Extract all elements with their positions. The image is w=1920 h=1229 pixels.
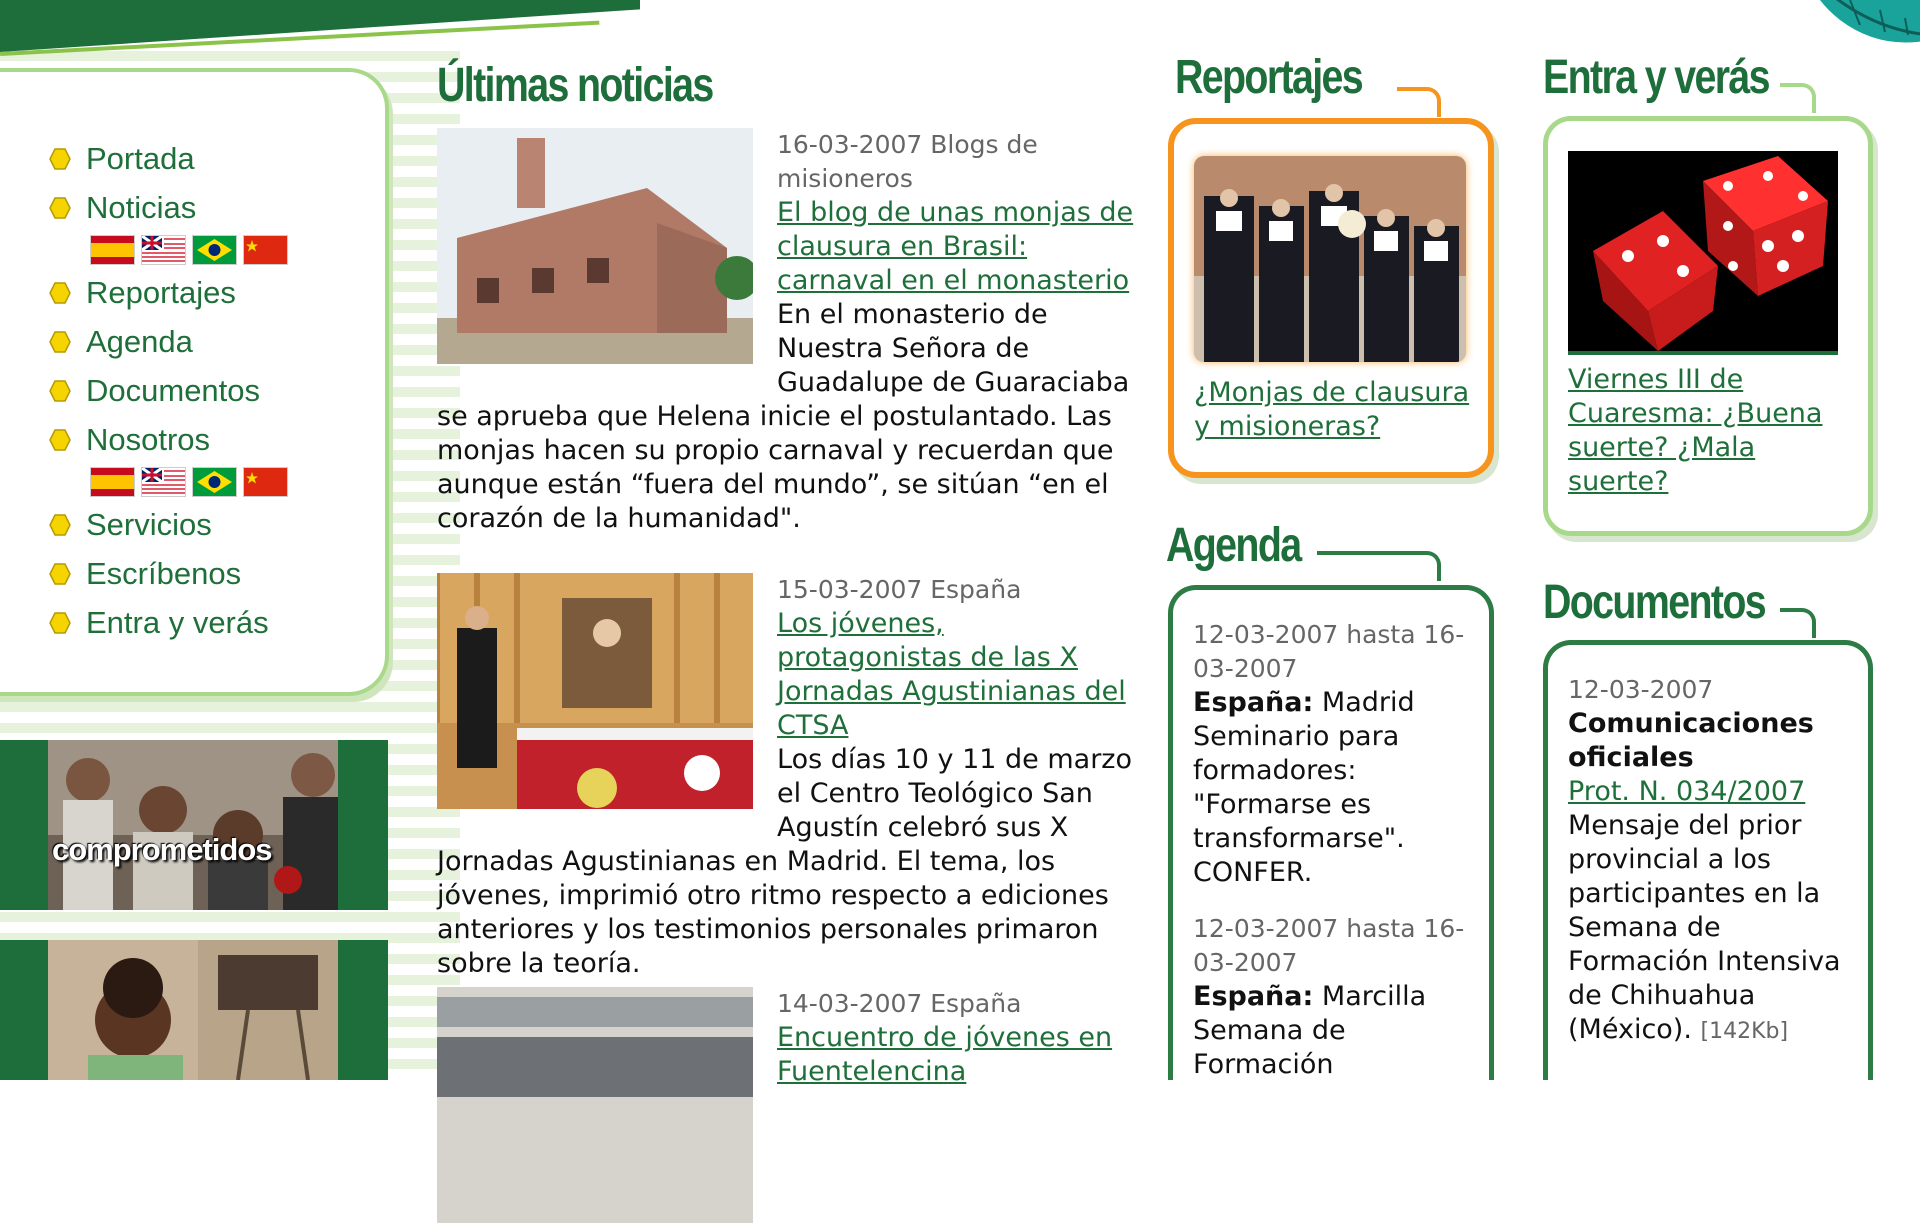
brazil-flag-icon[interactable] xyxy=(192,467,237,497)
menu-item-label[interactable]: Escríbenos xyxy=(86,555,242,591)
menu-item[interactable] xyxy=(48,134,288,183)
reportajes-link[interactable]: ¿Monjas de clausura y misioneras? xyxy=(1194,377,1470,442)
hexagon-bullet-icon xyxy=(48,281,72,305)
agenda-place: España: xyxy=(1193,687,1314,718)
hexagon-bullet-icon xyxy=(48,147,72,171)
agenda-list xyxy=(1193,618,1483,1082)
reportajes-hook xyxy=(1397,87,1441,117)
banner-comprometidos[interactable] xyxy=(0,740,388,910)
news-title-link[interactable]: Los jóvenes, protagonistas de las X Jornadas Agustinianas del CTSA xyxy=(777,608,1126,741)
language-flags xyxy=(48,232,288,268)
brazil-flag-icon[interactable] xyxy=(192,235,237,265)
menu-item-label[interactable]: Entra y verás xyxy=(86,604,269,640)
news-body: Los días 10 y 11 de marzo el Centro Teológico San Agustín celebró sus X Jornadas Agustinianas en Madrid. El tema, los jóvenes, imprimió otro ritmo respecto a ediciones anteriores y los testimonios personales primaron sobre la teoría. xyxy=(437,744,1132,979)
news-item xyxy=(437,573,1137,981)
documentos-size: [142Kb] xyxy=(1700,1019,1789,1044)
menu-item-label[interactable]: Reportajes xyxy=(86,274,236,310)
agenda-date: 12-03-2007 hasta 16-03-2007 xyxy=(1193,914,1465,977)
hexagon-bullet-icon xyxy=(48,562,72,586)
entra-dice-photo[interactable] xyxy=(1568,151,1838,351)
entra-hook xyxy=(1780,83,1816,113)
china-flag-icon[interactable] xyxy=(243,235,288,265)
agenda-item xyxy=(1193,912,1483,1082)
agenda-item xyxy=(1193,618,1483,890)
documentos-date: 12-03-2007 xyxy=(1568,675,1714,704)
menu-item-label[interactable]: Portada xyxy=(86,140,195,176)
banner-caption: comprometidos xyxy=(52,832,272,867)
entra-box xyxy=(1543,116,1873,536)
hexagon-bullet-icon xyxy=(48,330,72,354)
spain-flag-icon[interactable] xyxy=(90,235,135,265)
news-item xyxy=(437,128,1137,536)
menu-item[interactable] xyxy=(48,500,288,549)
hexagon-bullet-icon xyxy=(48,196,72,220)
news-meta: 16-03-2007 Blogs de misioneros xyxy=(777,130,1038,193)
menu-item-label[interactable]: Documentos xyxy=(86,372,261,408)
documentos-box xyxy=(1543,640,1873,1080)
news-photo-group[interactable] xyxy=(437,987,753,1223)
leaf-decoration-icon xyxy=(1790,0,1920,70)
news-title-link[interactable]: Encuentro de jóvenes en Fuentelencina xyxy=(777,1022,1113,1087)
banner-child[interactable] xyxy=(0,940,388,1080)
banner-youth-photo xyxy=(48,740,338,910)
news-photo-monastery[interactable] xyxy=(437,128,753,364)
agenda-text: Marcilla Semana de Formación xyxy=(1193,981,1427,1080)
reportajes-heading: Reportajes xyxy=(1175,51,1363,104)
documentos-heading: Documentos xyxy=(1543,576,1765,629)
reportajes-box xyxy=(1168,118,1494,478)
documentos-hook xyxy=(1780,608,1816,638)
menu-item[interactable] xyxy=(48,268,288,317)
banner-child-photo xyxy=(48,940,338,1080)
hexagon-bullet-icon xyxy=(48,379,72,403)
menu-item-label[interactable]: Noticias xyxy=(86,189,197,225)
menu-item-label[interactable]: Agenda xyxy=(86,323,193,359)
hexagon-bullet-icon xyxy=(48,611,72,635)
menu-item[interactable] xyxy=(48,366,288,415)
menu-item[interactable] xyxy=(48,415,288,464)
uk-flag-icon[interactable] xyxy=(141,467,186,497)
menu-item[interactable] xyxy=(48,317,288,366)
hexagon-bullet-icon xyxy=(48,513,72,537)
agenda-date: 12-03-2007 hasta 16-03-2007 xyxy=(1193,620,1465,683)
documentos-category: Comunicaciones oficiales xyxy=(1568,708,1814,773)
entra-link[interactable]: Viernes III de Cuaresma: ¿Buena suerte? ¿Mala suerte? xyxy=(1568,364,1823,497)
sidebar-menu xyxy=(48,134,288,647)
uk-flag-icon[interactable] xyxy=(141,235,186,265)
news-body: En el monasterio de Nuestra Señora de Guadalupe de Guaraciaba se aprueba que Helena inicie el postulantado. Las monjas hacen su propio carnaval y recuerdan que aunque están “fuera del mundo”, se sitúan “en el corazón de la humanidad". xyxy=(437,299,1130,534)
news-heading: Últimas noticias xyxy=(437,59,713,112)
agenda-text: Madrid Seminario para formadores: "Formarse es transformarse". CONFER. xyxy=(1193,687,1415,888)
news-photo-conference[interactable] xyxy=(437,573,753,809)
china-flag-icon[interactable] xyxy=(243,467,288,497)
entra-heading: Entra y verás xyxy=(1543,51,1769,104)
news-item xyxy=(437,987,1137,1229)
reportajes-nuns-photo[interactable] xyxy=(1194,156,1466,362)
entra-divider xyxy=(1568,351,1838,355)
hexagon-bullet-icon xyxy=(48,428,72,452)
language-flags xyxy=(48,464,288,500)
news-title-link[interactable]: El blog de unas monjas de clausura en Brasil: carnaval en el monasterio xyxy=(777,197,1134,296)
menu-item[interactable] xyxy=(48,549,288,598)
menu-item-label[interactable]: Nosotros xyxy=(86,421,211,457)
news-meta: 14-03-2007 España xyxy=(777,989,1022,1018)
agenda-place: España: xyxy=(1193,981,1314,1012)
agenda-box xyxy=(1168,585,1494,1080)
documentos-list xyxy=(1568,673,1860,1049)
documentos-link[interactable]: Prot. N. 034/2007 xyxy=(1568,776,1806,807)
agenda-hook xyxy=(1317,551,1441,581)
spain-flag-icon[interactable] xyxy=(90,467,135,497)
documentos-text: Mensaje del prior provincial a los participantes en la Semana de Formación Intensiva de Chihuahua (México). xyxy=(1568,810,1841,1045)
menu-item[interactable] xyxy=(48,598,288,647)
menu-item[interactable] xyxy=(48,183,288,232)
agenda-heading: Agenda xyxy=(1166,519,1301,572)
news-meta: 15-03-2007 España xyxy=(777,575,1022,604)
menu-item-label[interactable]: Servicios xyxy=(86,506,212,542)
